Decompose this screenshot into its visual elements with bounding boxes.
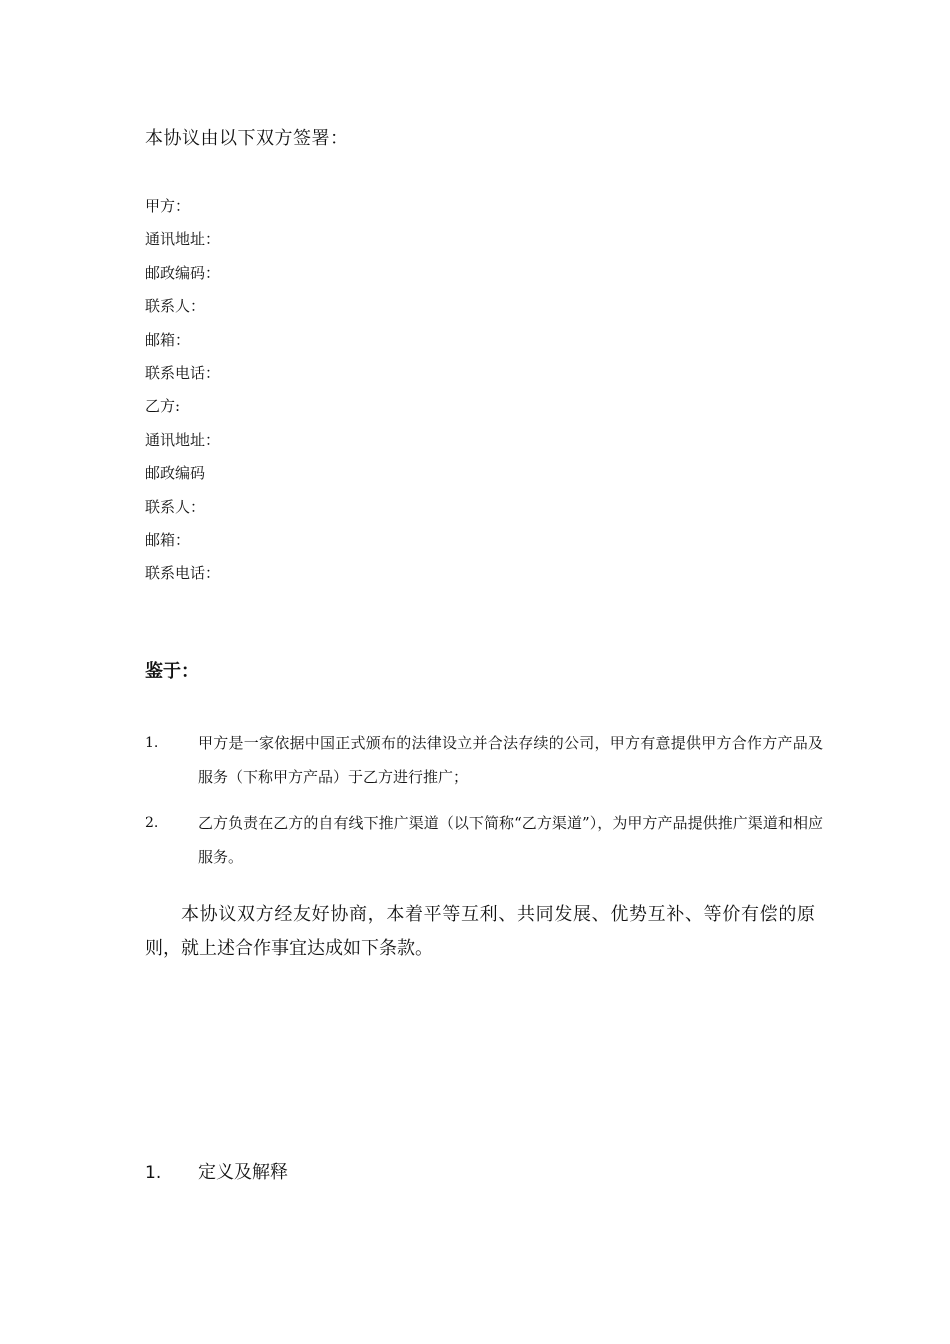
recital-item	[145, 806, 825, 874]
recital-number: 2.	[145, 815, 159, 831]
party-b-phone-label: 联系电话：	[145, 564, 221, 583]
party-b-postcode-label: 邮政编码	[145, 464, 206, 483]
party-b-contact-label: 联系人：	[145, 497, 206, 516]
party-a-label: 甲方：	[145, 197, 191, 215]
party-details	[145, 194, 220, 595]
party-a-phone-label: 联系电话：	[145, 363, 221, 382]
party-a-email-label: 邮箱：	[145, 330, 191, 349]
section-title: 定义及解释	[198, 1162, 288, 1183]
recital-item	[145, 726, 825, 794]
agreement-paragraph: 本协议双方经友好协商，本着平等互利、共同发展、优势互补、等价有偿的原则，就上述合作事宜达成如下条款。	[145, 904, 815, 959]
party-b-address-label: 通讯地址：	[145, 430, 221, 449]
recitals-list	[145, 726, 825, 886]
recital-text: 乙方负责在乙方的自有线下推广渠道（以下简称“乙方渠道”），为甲方产品提供推广渠道和相应服务。	[198, 814, 823, 866]
section-number: 1.	[145, 1163, 162, 1183]
recital-text: 甲方是一家依据中国正式颁布的法律设立并合法存续的公司，甲方有意提供甲方合作方产品及服务（下称甲方产品）于乙方进行推广；	[198, 734, 823, 786]
party-b-label: 乙方:	[145, 397, 181, 416]
section-heading	[145, 1158, 288, 1188]
party-a-postcode-label: 邮政编码：	[145, 263, 221, 282]
recital-number: 1.	[145, 735, 159, 751]
whereas-heading: 鉴于：	[145, 661, 199, 682]
party-a-contact-label: 联系人：	[145, 297, 206, 316]
party-a-address-label: 通讯地址：	[145, 230, 221, 249]
intro-line: 本协议由以下双方签署：	[145, 128, 349, 149]
party-b-email-label: 邮箱：	[145, 530, 191, 549]
